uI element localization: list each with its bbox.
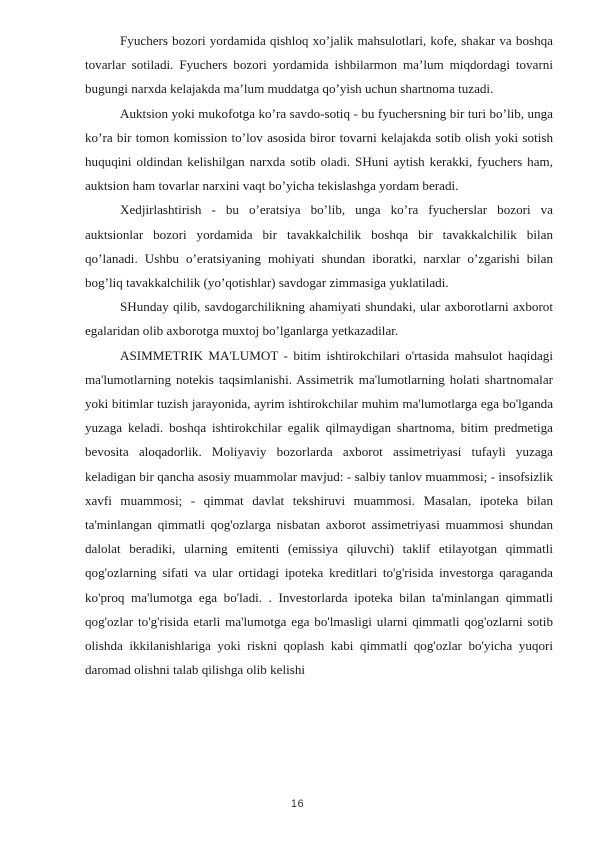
paragraph-asymmetric-information: ASIMMETRIK MA'LUMOT - bitim ishtirokchilari o'rtasida mahsulot haqidagi ma'lumotlarning notekis taqsimlanishi. Assimetrik ma'lumotlarning holati shartnomalar yoki bitimlar tuzish jarayonida, ayrim ishtirokchilar muhim ma'lumotlarga ega bo'lganda yuzaga keladi. boshqa ishtirokchilar egalik qilmaydigan shartnoma, bitim predmetiga bevosita aloqadorlik. Moliyaviy bozorlarda axborot assimetriyasi tufayli yuzaga keladigan bir qancha asosiy muammolar mavjud: - salbiy tanlov muammosi; - insofsizlik xavfi muammosi; - qimmat davlat tekshiruvi muammosi. Masalan, ipoteka bilan ta'minlangan qimmatli qog'ozlarga nisbatan axborot assimetriyasi muammosi shundan dalolat beradiki, ularning emitenti (emissiya qiluvchi) taklif etilayotgan qimmatli qog'ozlarning sifati va ular ortidagi ipoteka kreditlari to'g'risida investorga qaraganda ko'proq ma'lumotga ega bo'ladi. . Investorlarda ipoteka bilan ta'minlangan qimmatli qog'ozlar to'g'risida etarli ma'lumotga ega bo'lmasligi ularni qimmatli qog'ozlarni sotib olishda ikkilanishlariga yoki riskni qoplash kabi qimmatli qog'ozlar bo'yicha yuqori daromad olishni talab qilishga olib kelishi — [85, 347, 553, 678]
paragraph-trading-importance: SHunday qilib, savdogarchilikning ahamiyati shundaki, ular axborotlarni axborot egalaridan olib axborotga muxtoj bo’lganlarga yetkazadilar. — [85, 299, 553, 339]
body-text — [85, 29, 553, 682]
paragraph-auction: Auktsion yoki mukofotga ko’ra savdo-sotiq - bu fyuchersning bir turi bo’lib, unga ko’ra bir tomon komission to’lov asosida biror tovarni kelajakda sotib olish yoki sotish huquqini oldindan kelishilgan narxda sotib oladi. SHuni aytish kerakki, fyuchers ham, auktsion ham tovarlar narxini vaqt bo’yicha tekislashga yordam beradi. — [85, 105, 553, 194]
page-number: 16 — [290, 798, 305, 810]
paragraph-futures-market: Fyuchers bozori yordamida qishloq xo’jalik mahsulotlari, kofe, shakar va boshqa tovarlar sotiladi. Fyuchers bozori yordamida ishbilarmon ma’lum miqdordagi tovarni bugungi narxda kelajakda ma’lum muddatga qo’yish uchun shartnoma tuzadi. — [85, 33, 553, 97]
paragraph-hedging: Xedjirlashtirish - bu o’eratsiya bo’lib, unga ko’ra fyucherslar bozori va auktsionlar bozori yordamida bir tavakkalchilik boshqa bir tavakkalchilik bilan qo’lanadi. Ushbu o’eratsiyaning mohiyati shundan iboratki, narxlar o’zgarishi bilan bog’liq tavakkalchilik (yo’qotishlar) savdogar zimmasiga yuklatiladi. — [85, 202, 553, 291]
